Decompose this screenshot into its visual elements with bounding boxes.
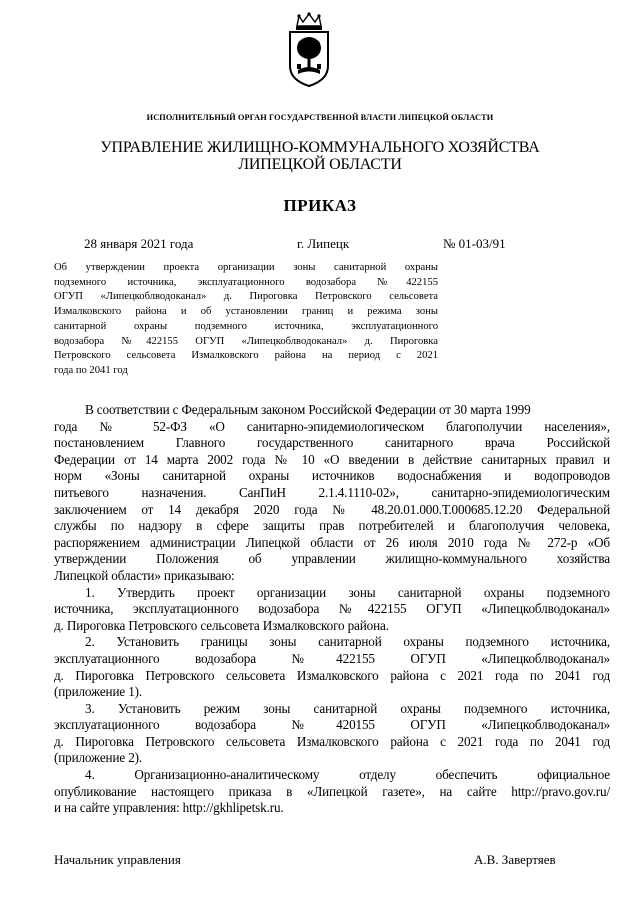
subject-line: подземного источника, эксплуатационного водозабора №422155 xyxy=(54,276,438,288)
signatory-name: А.В. Завертяев xyxy=(474,852,556,867)
coat-of-arms-icon xyxy=(284,12,334,88)
subject-line: Петровского сельсовета Измалковского района на период с 2021 xyxy=(54,350,438,362)
body-line: Федерации от 14 марта 2002 года № 10 «О введении в действие санитарных правил и xyxy=(54,451,610,467)
signatory-role: Начальник управления xyxy=(54,852,181,867)
subject-line: санитарной охраны подземного источника, эксплуатационного xyxy=(54,320,438,332)
order-item-1 xyxy=(54,585,610,635)
body-line: источника, эксплуатационного водозабора №422155 ОГУП «Липецкоблводоканал» xyxy=(54,601,610,617)
order-item-2 xyxy=(54,634,610,700)
body-line: Липецкой области» приказываю: xyxy=(54,567,235,583)
body-line: утверждении Положения об управлении жилищно-коммунального хозяйства xyxy=(54,551,610,567)
order-number: № 01-03/91 xyxy=(443,236,506,251)
body-line: и на сайте управления: http://gkhlipetsk.ru. xyxy=(54,800,284,816)
order-body xyxy=(54,402,610,817)
subject-line: водозабора №422155 ОГУП «Липецкоблводоканал» д. Пироговка xyxy=(54,335,438,347)
body-line: распоряжением администрации Липецкой области от 26 июля 2010 года № 272-р «Об xyxy=(54,534,610,550)
order-item-3 xyxy=(54,701,610,767)
order-item-4 xyxy=(54,767,610,817)
body-line: В соответствии с Федеральным законом Российской Федерации от 30 марта 1999 xyxy=(85,402,531,417)
body-line: службы по надзору в сфере защиты прав потребителей и благополучия человека, xyxy=(54,518,610,534)
subject-line: ОГУП «Липецкоблводоканал» д. Пироговка Петровского сельсовета xyxy=(54,291,438,303)
order-date: 28 января 2021 года xyxy=(84,236,194,251)
body-line: 3. Установить режим зоны санитарной охраны подземного источника, xyxy=(85,700,610,716)
body-line: постановлением Главного государственного санитарного врача Российской xyxy=(54,435,610,451)
department-name-line-1: УПРАВЛЕНИЕ ЖИЛИЩНО-КОММУНАЛЬНОГО ХОЗЯЙСТВА xyxy=(100,139,540,156)
body-line: д. Пироговка Петровского сельсовета Измалковского района. xyxy=(54,617,389,633)
body-line: 2. Установить границы зоны санитарной охраны подземного источника, xyxy=(85,634,610,650)
body-line: опубликование настоящего приказа в «Липецкой газете», на сайте http://pravo.gov.ru/ xyxy=(54,783,610,799)
order-subject xyxy=(54,261,438,379)
document-type-title: ПРИКАЗ xyxy=(283,196,357,215)
body-line: заключением от 14 декабря 2020 года № 48.20.01.000.Т.000685.12.20 Федеральной xyxy=(54,501,610,517)
body-line: (приложение 2). xyxy=(54,750,143,766)
body-line: 1. Утвердить проект организации зоны санитарной охраны подземного xyxy=(85,584,610,600)
body-line: норм «Зоны санитарной охраны источников водоснабжения и водопроводов xyxy=(54,468,610,484)
body-line: года № 52-ФЗ «О санитарно-эпидемиологическом благополучии населения», xyxy=(54,418,610,434)
order-city: г. Липецк xyxy=(297,236,350,251)
body-line: д. Пироговка Петровского сельсовета Измалковского района с 2021 года по 2041 год xyxy=(54,667,610,683)
body-line: эксплуатационного водозабора №420155 ОГУП «Липецкоблводоканал» xyxy=(54,717,610,733)
department-name-line-2: ЛИПЕЦКОЙ ОБЛАСТИ xyxy=(238,156,402,173)
subject-line: Об утверждении проекта организации зоны санитарной охраны xyxy=(54,262,438,273)
body-line: питьевого назначения. СанПиН 2.1.4.1110-02», санитарно-эпидемиологическим xyxy=(54,484,610,500)
department-name xyxy=(0,139,640,173)
body-line: (приложение 1). xyxy=(54,684,143,700)
issuing-authority-line: ИСПОЛНИТЕЛЬНЫЙ ОРГАН ГОСУДАРСТВЕННОЙ ВЛАСТИ ЛИПЕЦКОЙ ОБЛАСТИ xyxy=(146,113,494,122)
subject-line: года по 2041 год xyxy=(54,364,128,376)
body-line: 4. Организационно-аналитическому отделу обеспечить официальное xyxy=(85,767,610,783)
body-line: д. Пироговка Петровского сельсовета Измалковского района с 2021 года по 2041 год xyxy=(54,733,610,749)
preamble-paragraph xyxy=(54,402,610,585)
body-line: эксплуатационного водозабора №422155 ОГУП «Липецкоблводоканал» xyxy=(54,650,610,666)
subject-line: Измалковского района и об установлении границ и режима зоны xyxy=(54,306,438,318)
